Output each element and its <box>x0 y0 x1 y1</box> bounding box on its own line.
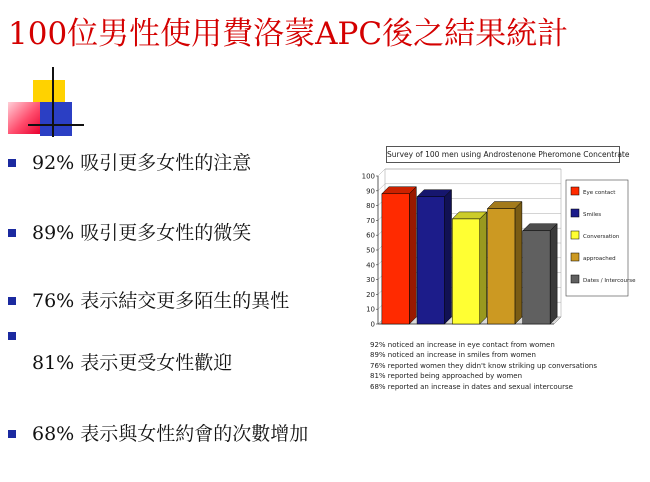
note-line: 68% reported an increase in dates and sexual intercourse <box>370 382 573 391</box>
bullet-square-icon <box>8 159 16 167</box>
bar <box>417 197 444 324</box>
y-tick-label: 100 <box>361 172 375 181</box>
bar-side <box>480 212 487 324</box>
y-tick-label: 10 <box>366 305 375 314</box>
bar-side <box>445 190 452 324</box>
figure-notes <box>370 340 628 406</box>
legend-label: Conversation <box>583 234 620 240</box>
note-line: 89% noticed an increase in smiles from women <box>370 351 536 360</box>
bar <box>452 219 479 324</box>
bullet-text: 92% 吸引更多女性的注意 <box>32 152 252 174</box>
y-tick-label: 0 <box>370 320 375 329</box>
note-line: 76% reported women they didn't know striking up conversations <box>370 361 597 370</box>
bar-side <box>515 202 522 324</box>
legend-label: Smiles <box>583 212 602 218</box>
bullet-text: 68% 表示與女性約會的次數增加 <box>32 423 309 445</box>
bar <box>382 194 409 324</box>
legend-swatch <box>571 209 579 217</box>
legend-label: Dates / Intercourse <box>583 278 636 284</box>
y-tick-label: 80 <box>366 202 375 211</box>
bullet-square-icon <box>8 229 16 237</box>
bullet-text: 89% 吸引更多女性的微笑 <box>32 222 252 244</box>
bullet-square-icon <box>8 430 16 438</box>
y-tick-label: 70 <box>366 216 375 225</box>
bar-side <box>409 187 416 324</box>
legend-swatch <box>571 187 579 195</box>
note-line: 92% noticed an increase in eye contact from women <box>370 341 555 349</box>
bullet-item <box>8 285 380 317</box>
legend-swatch <box>571 275 579 283</box>
bullet-square-icon <box>8 332 16 340</box>
legend-label: approached <box>583 256 616 262</box>
y-tick-label: 50 <box>366 246 375 255</box>
legend-swatch <box>571 231 579 239</box>
note-line: 81% reported being approached by women <box>370 372 523 381</box>
bullet-item <box>8 347 380 379</box>
y-tick-label: 90 <box>366 187 375 196</box>
bar <box>523 231 550 324</box>
bullet-item <box>8 418 380 450</box>
slide-title: 100位男性使用費洛蒙APC後之結果統計 <box>8 16 569 52</box>
bullet-item <box>8 147 380 179</box>
figure-caption: Survey of 100 men using Androstenone Pheromone Concentrate <box>386 146 620 163</box>
y-tick-label: 40 <box>366 261 375 270</box>
chart-legend <box>566 180 636 296</box>
y-tick-label: 20 <box>366 290 375 299</box>
bullet-square-icon <box>8 297 16 305</box>
bar <box>487 209 514 324</box>
legend-label: Eye contact <box>583 190 616 196</box>
legend-swatch <box>571 253 579 261</box>
survey-figure <box>358 142 636 407</box>
y-tick-label: 60 <box>366 231 375 240</box>
bullet-item <box>8 217 380 249</box>
bar-side <box>550 224 557 324</box>
bullet-text: 76% 表示結交更多陌生的異性 <box>32 290 290 312</box>
y-tick-label: 30 <box>366 276 375 285</box>
survey-bar-chart <box>358 164 636 339</box>
bullet-text: 81% 表示更受女性歡迎 <box>32 352 233 374</box>
